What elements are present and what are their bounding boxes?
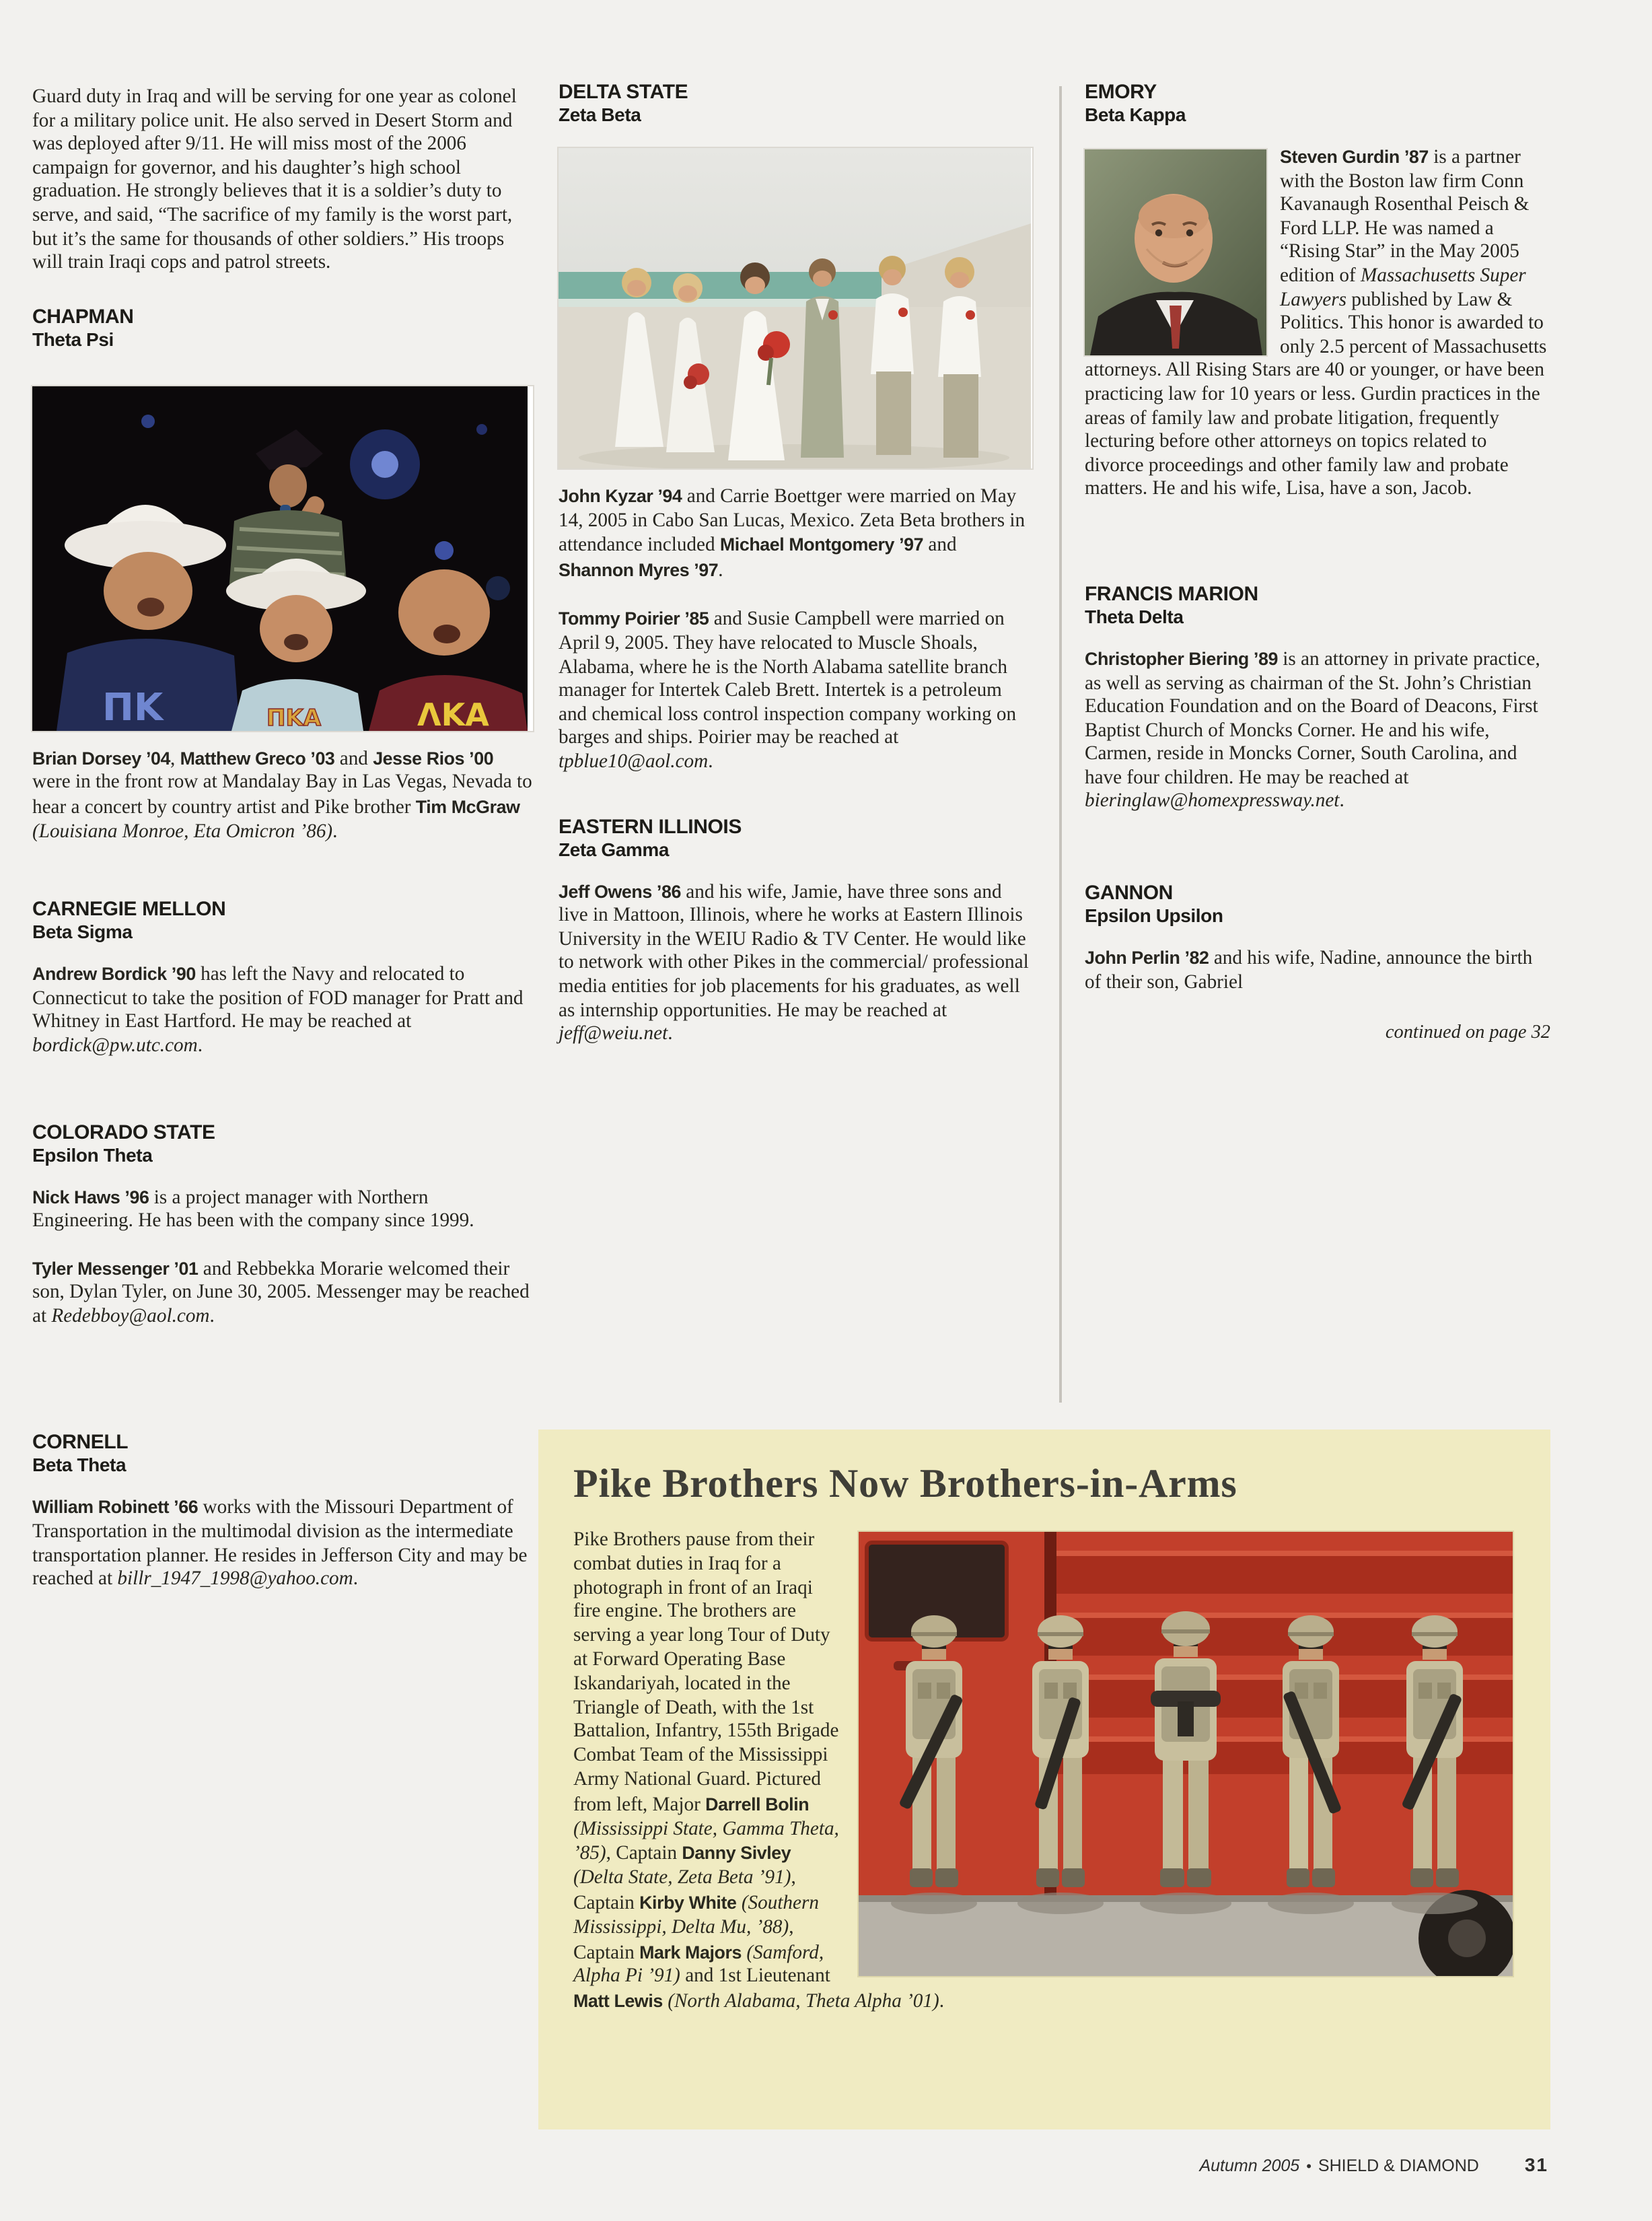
emphasis-text: jeff@weiu.net — [559, 1023, 668, 1045]
svg-text:ΠΚΑ: ΠΚΑ — [266, 704, 322, 731]
section-heading-emory — [1085, 81, 1550, 127]
haws-paragraph: Nick Haws ’96 is a project manager with Northern Engineering. He has been with the company since 1999. — [32, 1187, 474, 1232]
messenger-paragraph: Tyler Messenger ’01 and Rebbekka Morarie welcomed their son, Dylan Tyler, on June 30, 2005. Messenger may be reached at Redebboy@aol.com. — [32, 1258, 530, 1327]
school-name: FRANCIS MARION — [1085, 582, 1258, 606]
footer-issue: Autumn 2005 — [1199, 2156, 1300, 2175]
member-name: Darrell Bolin — [705, 1794, 810, 1814]
chapter-name: Zeta Gamma — [559, 838, 670, 860]
school-name: CARNEGIE MELLON — [32, 898, 226, 921]
concert-photo — [32, 386, 533, 731]
feature-box — [538, 1430, 1550, 2129]
section-heading-eastern-illinois — [559, 815, 1032, 861]
school-name: EMORY — [1085, 81, 1157, 104]
member-name: Kirby White — [639, 1892, 737, 1913]
member-name: Tim McGraw — [415, 796, 520, 817]
section-heading-delta-state — [559, 81, 1032, 127]
member-name: Tommy Poirier ’85 — [559, 608, 709, 629]
column-middle — [559, 81, 1032, 1069]
wedding-photo-image — [559, 148, 1031, 468]
page-number: 31 — [1524, 2154, 1548, 2175]
chapter-name: Theta Delta — [1085, 605, 1184, 627]
school-name: CHAPMAN — [32, 305, 134, 328]
chapter-name: Epsilon Theta — [32, 1143, 153, 1165]
member-name: Brian Dorsey ’04 — [32, 748, 170, 769]
section-heading-francis-marion — [1085, 583, 1550, 629]
poirier-paragraph: Tommy Poirier ’85 and Susie Campbell were married on April 9, 2005. They have relocated to Muscle Shoals, Alabama, where he is the North Alabama satellite branch manager for Intertek Caleb Brett. Intertek is a petroleum and chemical loss control inspection company working on barges and ships. Poirier may be reached at tpblue10@aol.com. — [559, 608, 1017, 773]
emphasis-text: tpblue10@aol.com — [559, 750, 709, 773]
feature-title: Pike Brothers Now Brothers-in-Arms — [573, 1462, 1237, 1506]
member-name: Andrew Bordick ’90 — [32, 964, 196, 985]
member-name: Michael Montgomery ’97 — [719, 534, 924, 555]
emphasis-text: Massachusetts Super Lawyers — [1280, 265, 1526, 311]
section-heading-chapman — [32, 306, 533, 351]
footer-separator-icon: • — [1306, 2159, 1312, 2175]
member-name: Matthew Greco ’03 — [180, 748, 335, 769]
portrait-photo — [1085, 149, 1266, 355]
school-name: GANNON — [1085, 882, 1173, 905]
emphasis-text: bieringlaw@homexpressway.net — [1085, 790, 1340, 812]
emphasis-text: (Southern Mississippi, Delta Mu, ’88) — [573, 1892, 819, 1938]
feature-box-inner — [538, 1430, 1550, 2015]
emphasis-text: billr_1947_1998@yahoo.com — [117, 1568, 353, 1590]
section-heading-carnegie-mellon — [32, 898, 533, 944]
chapter-name: Epsilon Upsilon — [1085, 905, 1223, 927]
emphasis-text: Redebboy@aol.com — [51, 1305, 210, 1327]
member-name: Christopher Biering ’89 — [1085, 648, 1278, 669]
emphasis-text: (North Alabama, Theta Alpha ’01) — [668, 1991, 939, 2013]
member-name: Mark Majors — [639, 1942, 742, 1963]
section-heading-cornell — [32, 1432, 533, 1477]
column-right — [1085, 81, 1550, 1045]
chapter-name: Zeta Beta — [559, 104, 641, 125]
member-name: Shannon Myres ’97 — [559, 559, 719, 580]
column-left — [32, 86, 533, 1615]
continued-note: continued on page 32 — [1385, 1022, 1550, 1044]
chapter-name: Beta Theta — [32, 1454, 127, 1476]
member-name: William Robinett ’66 — [32, 1497, 199, 1518]
school-name: COLORADO STATE — [32, 1121, 215, 1143]
member-name: Matt Lewis — [573, 1991, 663, 2012]
svg-text:ΛΚΑ: ΛΚΑ — [417, 696, 489, 731]
wedding-photo — [559, 148, 1032, 468]
section-heading-gannon — [1085, 882, 1550, 927]
kyzar-caption: John Kyzar ’94 and Carrie Boettger were married on May 14, 2005 in Cabo San Lucas, Mexico. Zeta Beta brothers in attendance included Michael Montgomery ’97 and Shannon Myres ’97. — [559, 486, 1026, 581]
member-name: John Kyzar ’94 — [559, 486, 682, 506]
footer-magazine-title: SHIELD & DIAMOND — [1318, 2156, 1479, 2175]
member-name: John Perlin ’82 — [1085, 948, 1209, 968]
soldiers-photo — [859, 1532, 1513, 1976]
portrait-photo-image — [1085, 149, 1266, 355]
member-name: Steven Gurdin ’87 — [1280, 147, 1429, 167]
bordick-paragraph: Andrew Bordick ’90 has left the Navy and relocated to Connecticut to take the position of FOD manager for Pratt and Whitney in East Hartford. He may be reached at bordick@pw.utc.com. — [32, 964, 524, 1057]
emphasis-text: (Mississippi State, Gamma Theta, ’85) — [573, 1818, 839, 1865]
member-name: Jesse Rios ’00 — [373, 748, 494, 769]
column-divider — [1059, 86, 1061, 1403]
emphasis-text: bordick@pw.utc.com — [32, 1034, 198, 1057]
biering-paragraph: Christopher Biering ’89 is an attorney in private practice, as well as serving as chairman of the St. John’s Christian Education Foundation and on the Board of Deacons, First Baptist Church of Moncks Corner. He and his wife, Carmen, reside in Moncks Corner, South Carolina, and have four children. He may be reached at bieringlaw@homexpressway.net. — [1085, 648, 1540, 812]
emphasis-text: (Samford, Alpha Pi ’91) — [573, 1942, 824, 1987]
concert-photo-image — [32, 386, 528, 731]
page-footer — [1199, 2154, 1548, 2175]
svg-text:ΠΚ: ΠΚ — [102, 685, 164, 730]
member-name: Nick Haws ’96 — [32, 1187, 149, 1207]
chapter-name: Beta Sigma — [32, 921, 133, 943]
member-name: Danny Sivley — [682, 1843, 791, 1864]
gurdin-paragraph: Steven Gurdin ’87 is a partner with the Boston law firm Conn Kavanaugh Rosenthal Peisch & Ford LLP. He was named a “Rising Star” in the May 2005 edition of Massachusetts Super Lawyers published by Law & Politics. This honor is awarded to only 2.5 percent of Massachusetts attorneys. All Rising Stars are 40 or younger, or have been practicing law for 10 years or less. Gurdin practices in the areas of family law and probate litigation, frequently lecturing before other attorneys on topics related to divorce proceedings and other family law and probate matters. He and his wife, Lisa, have a son, Jacob. — [1085, 147, 1547, 500]
owens-paragraph: Jeff Owens ’86 and his wife, Jamie, have three sons and live in Mattoon, Illinois, where he works at Eastern Illinois University in the WEIU Radio & TV Center. He would like to network with other Pikes in the commercial/ professional media entities for job placements for his graduates, as well as internship opportunities. He may be reached at jeff@weiu.net. — [559, 881, 1029, 1045]
perlin-paragraph: John Perlin ’82 and his wife, Nadine, announce the birth of their son, Gabriel — [1085, 948, 1533, 993]
feature-body: Pike Brothers pause from their combat duties in Iraq for a photograph in front of an Iraqi fire engine. The brothers are serving a year long Tour of Duty at Forward Operating Base Iskandariyah, located in the Triangle of Death, with the 1st Battalion, Infantry, 155th Brigade Combat Team of the Mississippi Army National Guard. Pictured from left, Major Darrell Bolin (Mississippi State, Gamma Theta, ’85), Captain Danny Sivley (Delta State, Zeta Beta ’91), Captain Kirby White (Southern Mississippi, Delta Mu, ’88), Captain Mark Majors (Samford, Alpha Pi ’91) and 1st Lieutenant Matt Lewis (North Alabama, Theta Alpha ’01). — [573, 1529, 1513, 2015]
school-name: EASTERN ILLINOIS — [559, 815, 742, 839]
emphasis-text: (Louisiana Monroe, Eta Omicron ’86) — [32, 820, 333, 843]
chapter-name: Beta Kappa — [1085, 104, 1186, 125]
member-name: Jeff Owens ’86 — [559, 881, 681, 902]
chapter-name: Theta Psi — [32, 328, 114, 350]
school-name: DELTA STATE — [559, 81, 688, 104]
emphasis-text: (Delta State, Zeta Beta ’91) — [573, 1867, 791, 1889]
concert-caption: Brian Dorsey ’04, Matthew Greco ’03 and Jesse Rios ’00 were in the front row at Mandalay Bay in Las Vegas, Nevada to hear a concert by country artist and Pike brother Tim McGraw (Louisiana Monroe, Eta Omicron ’86). — [32, 748, 532, 843]
section-heading-colorado-state — [32, 1121, 533, 1166]
robinett-paragraph: William Robinett ’66 works with the Missouri Department of Transportation in the multimodal division as the intermediate transportation planner. He resides in Jefferson City and may be reached at billr_1947_1998@yahoo.com. — [32, 1497, 528, 1590]
soldiers-photo-image — [859, 1532, 1513, 1976]
member-name: Tyler Messenger ’01 — [32, 1258, 199, 1279]
school-name: CORNELL — [32, 1431, 129, 1454]
guard-duty-paragraph: Guard duty in Iraq and will be serving for one year as colonel for a military police unit. He also served in Desert Storm and was deployed after 9/11. He will miss most of the 2006 campaign for governor, and his daughter’s high school graduation. He strongly believes that it is a soldier’s duty to serve, and said, “The sacrifice of my family is the worst part, but it’s the same for thousands of other soldiers.” His troops will train Iraqi cops and patrol streets. — [32, 86, 517, 274]
